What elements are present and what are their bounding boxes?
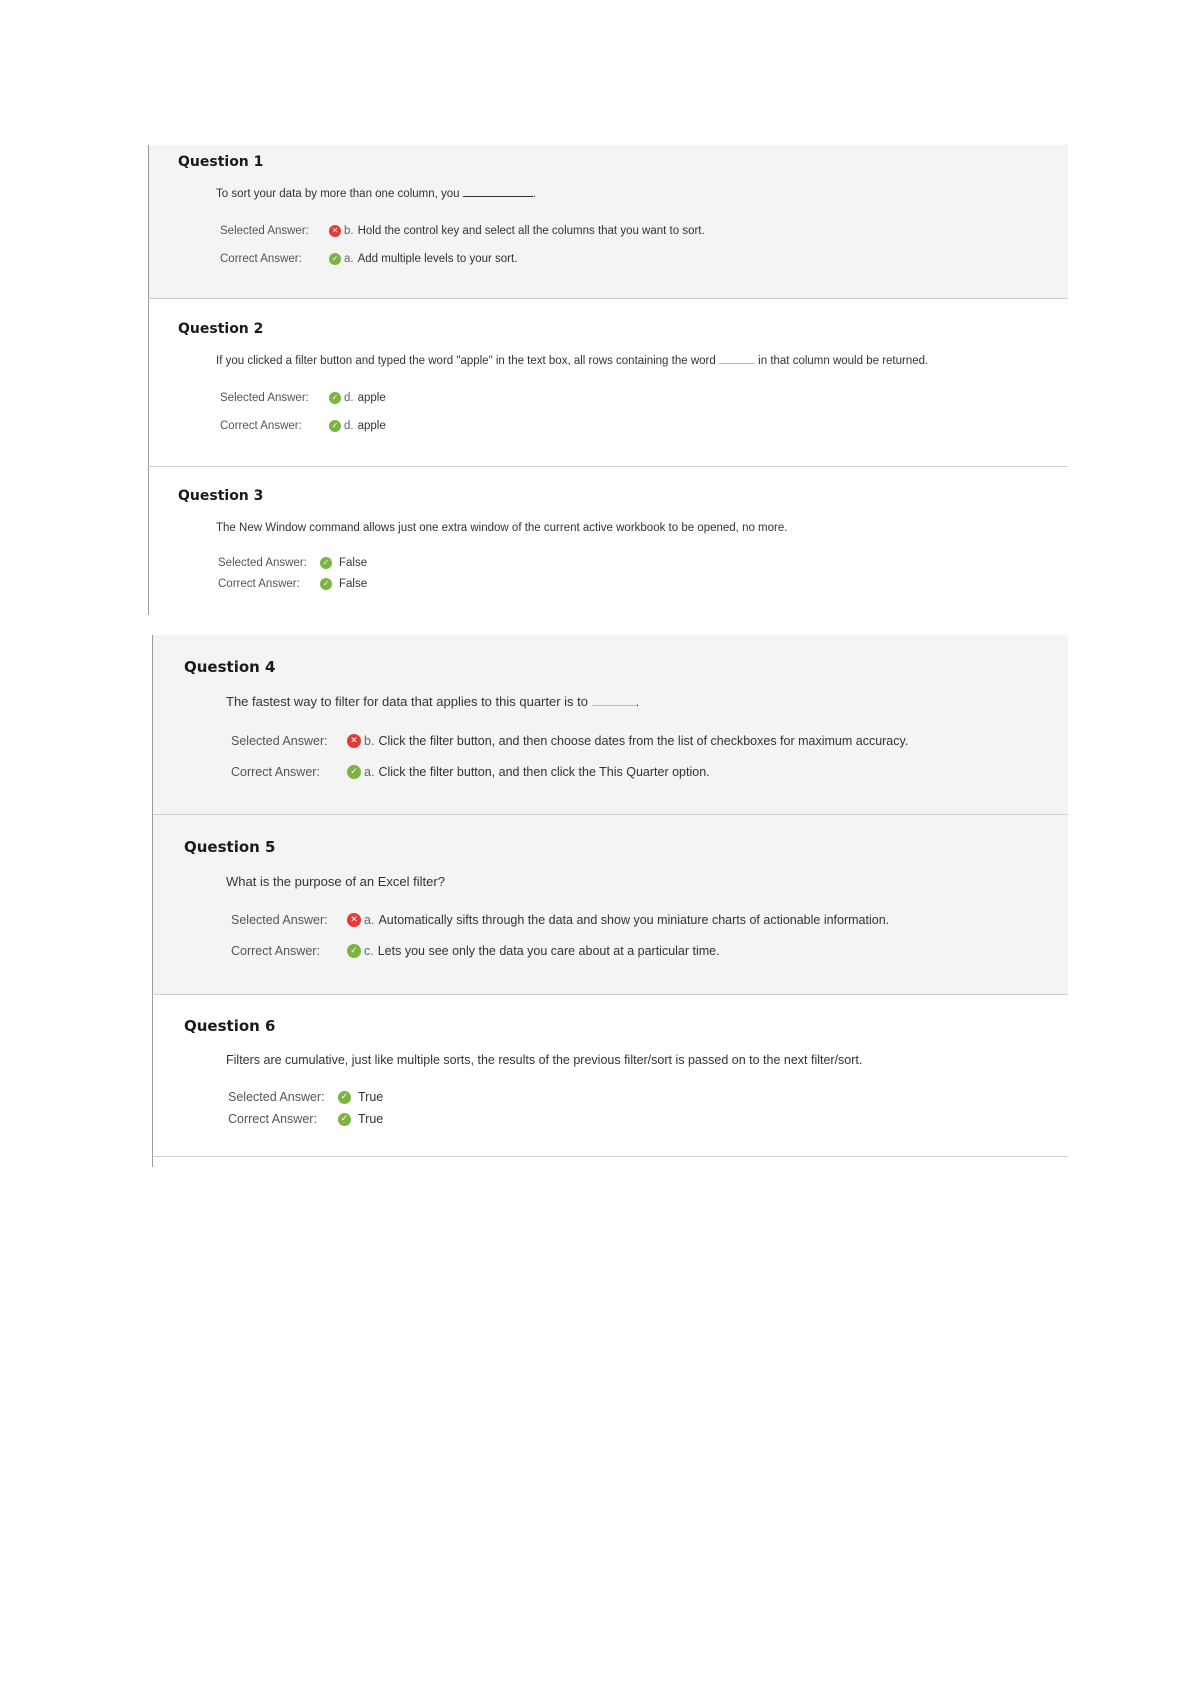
check-circle-icon: ✓ [320,557,332,569]
selected-answer-row [220,225,705,237]
answer-letter: d. [344,392,354,404]
correct-answer-row [231,944,720,958]
x-circle-icon: ✕ [347,913,361,927]
question-title: Question 2 [178,321,264,337]
selected-answer-text: False [339,557,368,569]
question-text: Filters are cumulative, just like multiple sorts, the results of the previous filter/sort is passed on to the next filter/sort. [226,1053,863,1067]
answer-letter: c. [364,944,374,958]
selected-answer-row [220,392,386,404]
correct-answer-label: Correct Answer: [231,944,320,958]
correct-answer-text: apple [357,420,386,432]
selected-answer-label: Selected Answer: [218,557,307,569]
question-text: The fastest way to filter for data that applies to this quarter is to . [226,694,640,709]
selected-answer-label: Selected Answer: [220,225,309,237]
correct-answer-row [220,253,517,265]
correct-answer-label: Correct Answer: [220,253,302,265]
correct-answer-text: Click the filter button, and then click the This Quarter option. [378,765,710,779]
x-circle-icon: ✕ [347,734,361,748]
correct-answer-text: Add multiple levels to your sort. [357,253,518,265]
question-3-panel [148,467,1068,615]
question-text: To sort your data by more than one column, you . [216,188,536,200]
answer-letter: a. [344,253,354,265]
correct-answer-label: Correct Answer: [228,1112,317,1126]
question-title: Question 1 [178,154,264,170]
question-2-panel [148,299,1068,467]
answer-letter: a. [364,765,375,779]
check-circle-icon: ✓ [338,1091,351,1104]
selected-answer-text: True [358,1090,384,1104]
selected-answer-label: Selected Answer: [231,913,328,927]
correct-answer-label: Correct Answer: [218,578,300,590]
question-title: Question 3 [178,488,264,504]
check-circle-icon: ✓ [338,1113,351,1126]
correct-answer-text: Lets you see only the data you care about at a particular time. [377,944,720,958]
selected-answer-text: Hold the control key and select all the columns that you want to sort. [357,225,705,237]
selected-answer-row [231,734,908,748]
question-6-panel [152,995,1068,1157]
answer-letter: d. [344,420,354,432]
question-text: If you clicked a filter button and typed the word "apple" in the text box, all rows containing the word in that column would be returned. [216,355,929,367]
check-circle-icon: ✓ [320,578,332,590]
correct-answer-row [228,1112,383,1126]
answer-letter: a. [364,913,375,927]
correct-answer-row [231,765,710,779]
selected-answer-row [231,913,889,927]
question-4-panel [152,635,1068,815]
selected-answer-row [228,1090,383,1104]
answer-letter: b. [364,734,375,748]
selected-answer-text: Click the filter button, and then choose dates from the list of checkboxes for maximum accuracy. [378,734,909,748]
panel-left-border-tail [152,1157,153,1167]
answer-letter: b. [344,225,354,237]
answer-blank [463,196,533,197]
selected-answer-text: apple [357,392,386,404]
answer-blank [592,705,636,706]
check-circle-icon: ✓ [329,253,341,265]
selected-answer-label: Selected Answer: [228,1090,325,1104]
correct-answer-label: Correct Answer: [220,420,302,432]
correct-answer-row [220,420,386,432]
selected-answer-label: Selected Answer: [220,392,309,404]
question-title: Question 6 [184,1017,276,1035]
x-circle-icon: ✕ [329,225,341,237]
selected-answer-row [218,557,367,569]
correct-answer-text: True [358,1112,384,1126]
check-circle-icon: ✓ [329,420,341,432]
selected-answer-text: Automatically sifts through the data and show you miniature charts of actionable information. [378,913,890,927]
check-circle-icon: ✓ [347,765,361,779]
correct-answer-label: Correct Answer: [231,765,320,779]
question-5-panel [152,815,1068,995]
correct-answer-text: False [339,578,368,590]
question-1-panel [148,145,1068,299]
correct-answer-row [218,578,367,590]
selected-answer-label: Selected Answer: [231,734,328,748]
check-circle-icon: ✓ [347,944,361,958]
answer-blank [719,363,755,364]
question-text: The New Window command allows just one extra window of the current active workbook to be opened, no more. [216,522,788,534]
question-title: Question 5 [184,838,276,856]
question-title: Question 4 [184,658,276,676]
check-circle-icon: ✓ [329,392,341,404]
question-text: What is the purpose of an Excel filter? [226,874,445,889]
